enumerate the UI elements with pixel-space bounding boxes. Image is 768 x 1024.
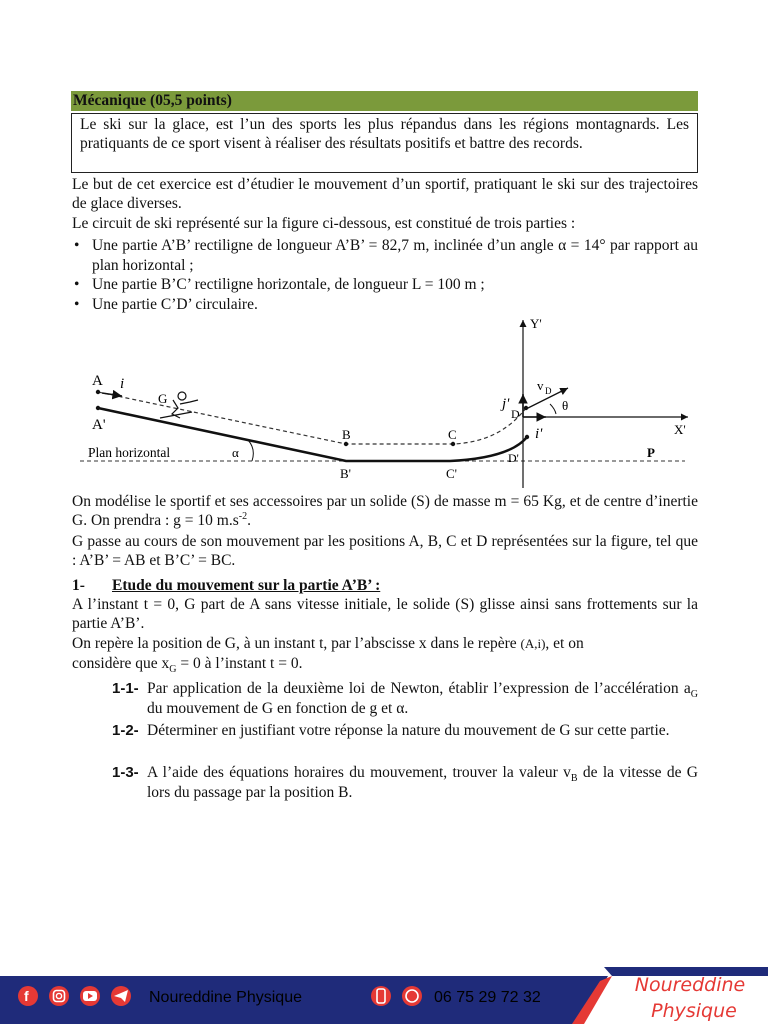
label-g: G xyxy=(158,391,168,406)
footer-bar xyxy=(0,967,768,1024)
youtube-icon[interactable] xyxy=(80,986,100,1006)
repere-line-1 xyxy=(72,634,698,653)
section-header-bar xyxy=(71,91,698,111)
repere-text: On repère la position de G, à un instant t, par l’abscisse x dans le repère xyxy=(72,635,517,652)
svg-text:f: f xyxy=(24,988,29,1004)
question-text-end: de la vitesse de G lors du passage par la position B. xyxy=(147,764,698,801)
question-1-3 xyxy=(147,763,698,802)
start-paragraph: A l’instant t = 0, G part de A sans vitesse initiale, le solide (S) glisse ainsi sans frottements sur la partie A’B’. xyxy=(72,596,698,632)
alpha-arc xyxy=(248,440,253,461)
repere-line2-sub: G xyxy=(169,664,177,676)
repere-end: , et on xyxy=(545,635,584,652)
point-b xyxy=(344,442,348,446)
telegram-icon[interactable] xyxy=(111,986,131,1006)
label-b: B xyxy=(342,427,351,442)
label-y-prime: Y' xyxy=(530,316,542,331)
label-vd: v xyxy=(537,378,544,393)
unit-exponent: -2 xyxy=(238,510,248,522)
intro-box: Le ski sur la glace, est l’un des sports les plus répandus dans les régions montagnards. Les pratiquants de ce sport visent à réaliser des résultats positifs et battre des records. xyxy=(71,113,698,173)
list-item: • Une partie C’D’ circulaire. xyxy=(72,295,698,315)
label-b-prime: B' xyxy=(340,466,352,481)
label-a: A xyxy=(92,373,103,389)
label-x-prime: X' xyxy=(674,422,686,437)
point-a-prime xyxy=(96,406,100,410)
question-1-2: Déterminer en justifiant votre réponse la nature du mouvement de G sur cette partie. xyxy=(147,722,670,739)
label-c-prime: C' xyxy=(446,466,458,481)
label-a-prime: A' xyxy=(92,417,106,433)
circuit-parts-list xyxy=(72,236,698,314)
question-text: Par application de la deuxième loi de Newton, établir l’expression de l’accélération a xyxy=(147,680,691,697)
brand-line-1: Noureddine xyxy=(634,974,746,996)
footer-name: Noureddine Physique xyxy=(149,989,302,1006)
label-d: D xyxy=(511,407,520,421)
label-plan-horizontal: Plan horizontal xyxy=(88,445,171,460)
repere-frame: (A,i) xyxy=(520,636,546,651)
list-item: • Une partie A’B’ rectiligne de longueur A’B’ = 82,7 m, inclinée d’un angle α = 14° par rapport au plan horizontal ; xyxy=(72,236,698,275)
question-1-1 xyxy=(147,679,698,718)
facebook-icon[interactable] xyxy=(18,986,38,1006)
label-j-prime: j' xyxy=(502,396,510,412)
point-c xyxy=(451,442,455,446)
point-a xyxy=(96,390,100,394)
question-number: 1-2- xyxy=(112,722,139,739)
phone-icon[interactable] xyxy=(371,986,391,1006)
label-vd-sub: D xyxy=(545,386,552,396)
question-text-end: du mouvement de G en fonction de g et α. xyxy=(147,699,409,717)
section-title: Etude du mouvement sur la partie A’B’ : xyxy=(112,577,381,594)
question-text: A l’aide des équations horaires du mouvement, trouver la valeur v xyxy=(147,764,571,781)
i-vector xyxy=(102,393,122,396)
question-sub: G xyxy=(690,689,698,701)
point-d-prime xyxy=(525,435,529,439)
point-d xyxy=(524,406,528,410)
instagram-icon[interactable] xyxy=(49,986,69,1006)
model-paragraph: On modélise le sportif et ses accessoires par un solide (S) de masse m = 65 Kg, et de centre d’inertie G. On prendra : g = 10 $m.s^{-2}$. xyxy=(72,493,698,529)
list-item: • Une partie B’C’ rectiligne horizontale, de longueur L = 100 m ; xyxy=(72,275,698,295)
label-p: P xyxy=(647,445,655,460)
section-header-title: Mécanique (05,5 points) xyxy=(73,92,232,109)
question-sub: B xyxy=(570,773,578,785)
label-theta: θ xyxy=(562,398,569,413)
label-i-prime: i' xyxy=(535,426,543,442)
repere-line-2 xyxy=(72,654,698,676)
ski-track-figure xyxy=(80,312,700,488)
goal-paragraph: Le but de cet exercice est d’étudier le mouvement d’un sportif, pratiquant le ski sur des trajectoires de glace diverses. xyxy=(72,176,698,212)
theta-arc xyxy=(550,404,556,414)
model-text: On modélise le sportif et ses accessoires par un solide (S) de masse m = 65 Kg, et de centre d’inertie G. On prendra : g = 10 m.s xyxy=(72,493,698,529)
whatsapp-icon[interactable] xyxy=(402,986,422,1006)
question-number: 1-3- xyxy=(112,764,139,781)
brand-line-2: Physique xyxy=(651,1000,737,1022)
question-number: 1-1- xyxy=(112,680,139,697)
positions-paragraph: G passe au cours de son mouvement par les positions A, B, C et D représentées sur la figure, tel que : A’B’ = AB et B’C’ = BC. xyxy=(72,533,698,569)
label-c: C xyxy=(448,427,457,442)
label-i: i xyxy=(120,376,125,392)
repere-line2-a: considère que x xyxy=(72,655,170,672)
footer-phone[interactable]: 06 75 29 72 32 xyxy=(434,989,541,1006)
section-number: 1- xyxy=(72,577,85,594)
circuit-intro: Le circuit de ski représenté sur la figure ci-dessous, est constitué de trois parties : xyxy=(72,215,576,232)
label-d-prime: D' xyxy=(508,451,519,465)
repere-line2-b: = 0 à l’instant t = 0. xyxy=(176,655,303,672)
label-alpha: α xyxy=(232,445,239,460)
